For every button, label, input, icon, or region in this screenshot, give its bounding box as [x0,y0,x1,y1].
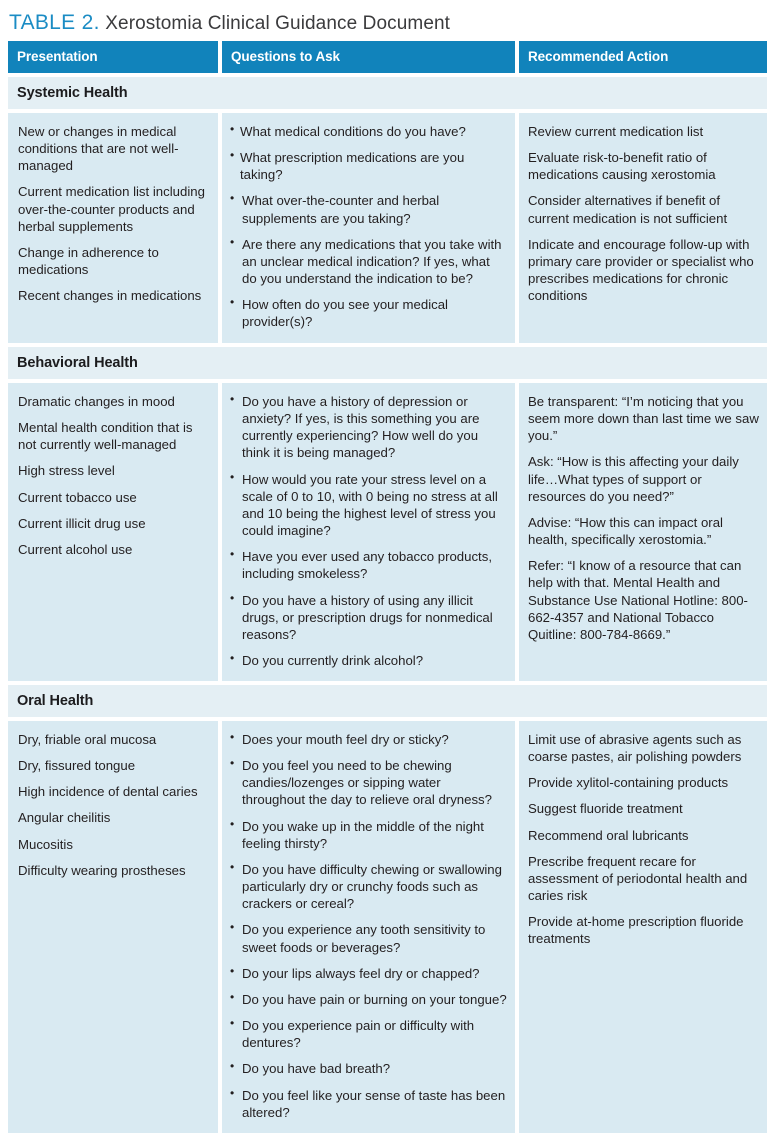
question-item: • What prescription medications are you taking? [230,149,507,183]
presentation-item: Dry, friable oral mucosa [18,732,157,747]
question-item: • Do you experience pain or difficulty with dentures? [230,1017,507,1051]
presentation-item: Mental health condition that is not currently well-managed [18,420,193,453]
action-item: Refer: “I know of a resource that can help with that. Mental Health and Substance Use National Hotline: 800-662-4357 and National Tobacco Quitline: 800-784-8669.” [528,558,748,642]
questions-list [230,393,507,669]
question-item: • Do you experience any tooth sensitivity to sweet foods or beverages? [230,921,507,955]
question-item: • Do you feel like your sense of taste has been altered? [230,1087,507,1121]
presentation-item: Difficulty wearing prostheses [18,862,186,878]
table-row [8,113,767,343]
column-header-recommended-action: Recommended Action [519,41,767,73]
action-item: Evaluate risk-to-benefit ratio of medications causing xerostomia [528,150,716,183]
action-item: Prescribe frequent recare for assessment of periodontal health and caries risk [528,853,748,904]
page-title [0,0,775,41]
question-item: • Do you have pain or burning on your tongue? [230,991,507,1008]
question-item: • Do you have difficulty chewing or swallowing particularly dry or crunchy foods such as crackers or cereal? [230,861,507,912]
question-item: • Are there any medications that you take with an unclear medical indication? If yes, what do you understand the indication to be? [230,236,507,287]
presentation-item: Dry, fissured tongue [18,758,136,774]
presentation-item: Angular cheilitis [18,810,111,826]
action-item: Consider alternatives if benefit of current medication is not sufficient [528,193,728,226]
presentation-item: Current alcohol use [18,541,133,557]
question-item: • Do you have a history of using any illicit drugs, or prescription drugs for nonmedical reasons? [230,592,507,643]
presentation-item: Current illicit drug use [18,515,146,531]
table-title-text: Xerostomia Clinical Guidance Document [105,13,451,34]
action-item: Indicate and encourage follow-up with primary care provider or specialist who prescribes medications for chronic conditions [528,236,754,304]
presentation-item: Mucositis [18,836,73,852]
presentation-item: Current tobacco use [18,489,137,505]
action-item: Recommend oral lubricants [528,827,689,843]
question-item: • Do you feel you need to be chewing candies/lozenges or sipping water throughout the day to relieve oral dryness? [230,757,507,808]
question-item: • Do you have a history of depression or anxiety? If yes, is this something you are currently experiencing? How well do you think it is being managed? [230,393,507,462]
recommended-action-cell [519,383,767,681]
action-item: Limit use of abrasive agents such as coarse pastes, air polishing powders [528,732,742,765]
presentation-item: Change in adherence to medications [18,244,159,278]
action-item: Review current medication list [528,124,704,139]
question-item: • Do you have bad breath? [230,1060,507,1077]
table-number-label: TABLE 2. [9,11,100,34]
questions-cell [222,383,515,681]
guidance-table [8,41,767,1133]
presentation-item: Recent changes in medications [18,288,202,304]
question-item: • Do your lips always feel dry or chapped? [230,965,507,982]
question-item: • What medical conditions do you have? [230,123,507,140]
presentation-item: Dramatic changes in mood [18,394,175,409]
questions-list [230,731,507,1121]
question-item: • Do you currently drink alcohol? [230,652,507,669]
question-item: • What over-the-counter and herbal supplements are you taking? [230,192,507,226]
table-row [8,383,767,681]
action-item: Provide at-home prescription fluoride treatments [528,914,744,947]
presentation-item: New or changes in medical conditions that are not well-managed [18,124,179,174]
action-item: Suggest fluoride treatment [528,801,683,817]
action-item: Be transparent: “I’m noticing that you seem more down than last time we saw you.” [528,394,759,444]
column-header-questions: Questions to Ask [222,41,515,73]
presentation-item: High stress level [18,463,115,479]
action-item: Ask: “How is this affecting your daily life…What types of support or resources do you need?” [528,454,739,504]
recommended-action-cell [519,113,767,343]
presentation-cell [8,383,218,681]
question-item: • How would you rate your stress level on a scale of 0 to 10, with 0 being no stress at all and 10 being the highest level of stress you could imagine? [230,471,507,540]
recommended-action-cell [519,721,767,1133]
questions-list [230,123,507,331]
section-header-systemic-health: Systemic Health [8,77,767,109]
table-row [8,721,767,1133]
question-item: • Have you ever used any tobacco products, including smokeless? [230,548,507,582]
section-header-oral-health: Oral Health [8,685,767,717]
column-header-presentation: Presentation [8,41,218,73]
action-item: Advise: “How this can impact oral health, specifically xerostomia.” [528,514,723,548]
section-header-behavioral-health: Behavioral Health [8,347,767,379]
question-item: • Does your mouth feel dry or sticky? [230,731,507,748]
question-item: • Do you wake up in the middle of the night feeling thirsty? [230,818,507,852]
questions-cell [222,113,515,343]
presentation-item: High incidence of dental caries [18,784,198,800]
questions-cell [222,721,515,1133]
presentation-cell [8,113,218,343]
table-header-row [8,41,767,73]
presentation-item: Current medication list including over-the-counter products and herbal supplements [18,184,205,234]
question-item: • How often do you see your medical provider(s)? [230,296,507,330]
action-item: Provide xylitol-containing products [528,775,729,791]
presentation-cell [8,721,218,1133]
